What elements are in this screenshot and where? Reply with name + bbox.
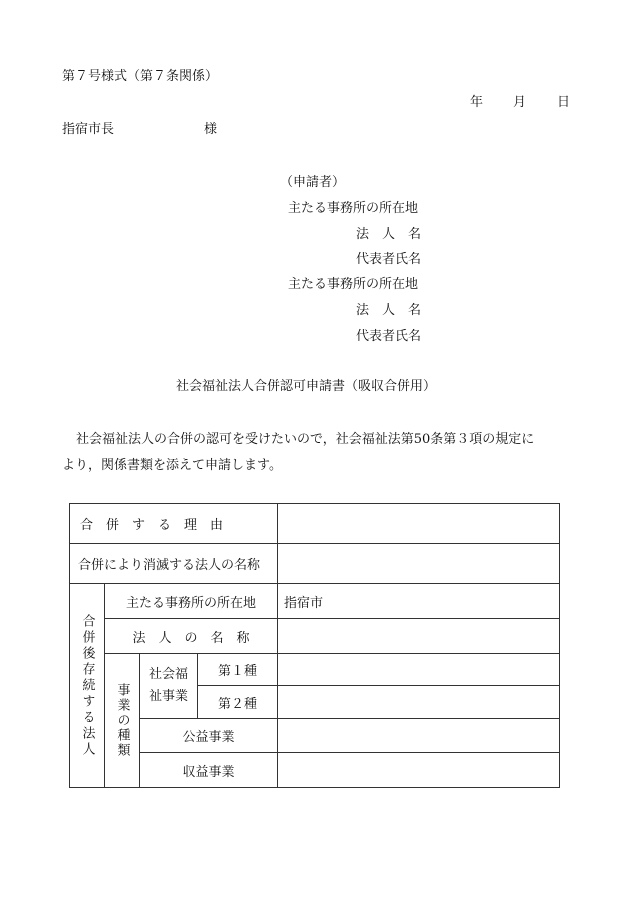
table-row-type1 <box>70 654 560 686</box>
date-month: 月 <box>513 95 527 110</box>
office-location-label-cell <box>105 584 278 619</box>
applicant-corp-name-label-2: 法 人 名 <box>356 303 422 318</box>
office-location-label: 主たる事務所の所在地 <box>125 595 256 611</box>
surviving-label: 合併後存続する法人 <box>79 613 95 758</box>
applicant-corp-name-label: 法 人 名 <box>356 227 422 242</box>
type2-label-cell <box>198 686 278 719</box>
type1-value[interactable] <box>278 654 560 686</box>
public-interest-value[interactable] <box>278 719 560 753</box>
office-location-value[interactable]: 指宿市 <box>278 584 560 619</box>
public-interest-label: 公益事業 <box>182 730 235 745</box>
dissolved-label: 合併により消滅する法人の名称 <box>78 558 261 573</box>
applicant-representative-label: 代表者氏名 <box>356 252 422 267</box>
type1-label-cell <box>198 654 278 686</box>
type2-value[interactable] <box>278 686 560 719</box>
form-number: 第７号様式（第７条関係） <box>62 69 219 84</box>
reason-label: 合 併 す る 理 由 <box>80 518 224 533</box>
addressee-honorific: 様 <box>204 122 218 137</box>
type1-label: 第１種 <box>217 664 257 679</box>
profit-value[interactable] <box>278 753 560 788</box>
application-table <box>69 503 560 788</box>
reason-label-cell <box>70 504 278 544</box>
applicant-heading: （申請者） <box>280 175 346 190</box>
dissolved-value[interactable] <box>278 544 560 584</box>
type2-label: 第２種 <box>217 696 257 712</box>
business-type-label-cell <box>105 654 140 788</box>
corp-name-label-cell <box>105 619 278 654</box>
corp-name-label: 法 人 の 名 称 <box>132 630 250 646</box>
dissolved-label-cell <box>70 544 278 584</box>
table-row-reason <box>70 504 560 544</box>
table-row-profit <box>70 753 560 788</box>
date-year: 年 <box>470 95 484 110</box>
public-interest-label-cell <box>140 719 278 753</box>
applicant-office-location-label-2: 主たる事務所の所在地 <box>288 277 419 292</box>
table-row-public-interest <box>70 719 560 753</box>
corp-name-value[interactable] <box>278 619 560 654</box>
body-line-2: より，関係書類を添えて申請します。 <box>62 458 282 473</box>
profit-label-cell <box>140 753 278 788</box>
profit-label: 収益事業 <box>182 764 235 780</box>
surviving-label-cell <box>70 584 105 788</box>
social-welfare-label-1: 社会福 <box>148 667 188 682</box>
date-day: 日 <box>557 95 571 110</box>
table-row-dissolved <box>70 544 560 584</box>
table-row-corp-name <box>70 619 560 654</box>
table-row-office-location <box>70 584 560 619</box>
applicant-office-location-label: 主たる事務所の所在地 <box>288 201 419 216</box>
reason-value[interactable] <box>278 504 560 544</box>
social-welfare-label-cell <box>140 654 198 719</box>
business-type-label: 事業の種類 <box>114 683 130 758</box>
social-welfare-label-2: 祉事業 <box>148 689 188 704</box>
addressee-name: 指宿市長 <box>62 122 115 137</box>
applicant-representative-label-2: 代表者氏名 <box>356 329 422 344</box>
body-line-1: 社会福祉法人の合併の認可を受けたいので，社会福祉法第50条第３項の規定に <box>76 432 535 447</box>
document-title: 社会福祉法人合併認可申請書（吸収合併用） <box>176 379 437 394</box>
